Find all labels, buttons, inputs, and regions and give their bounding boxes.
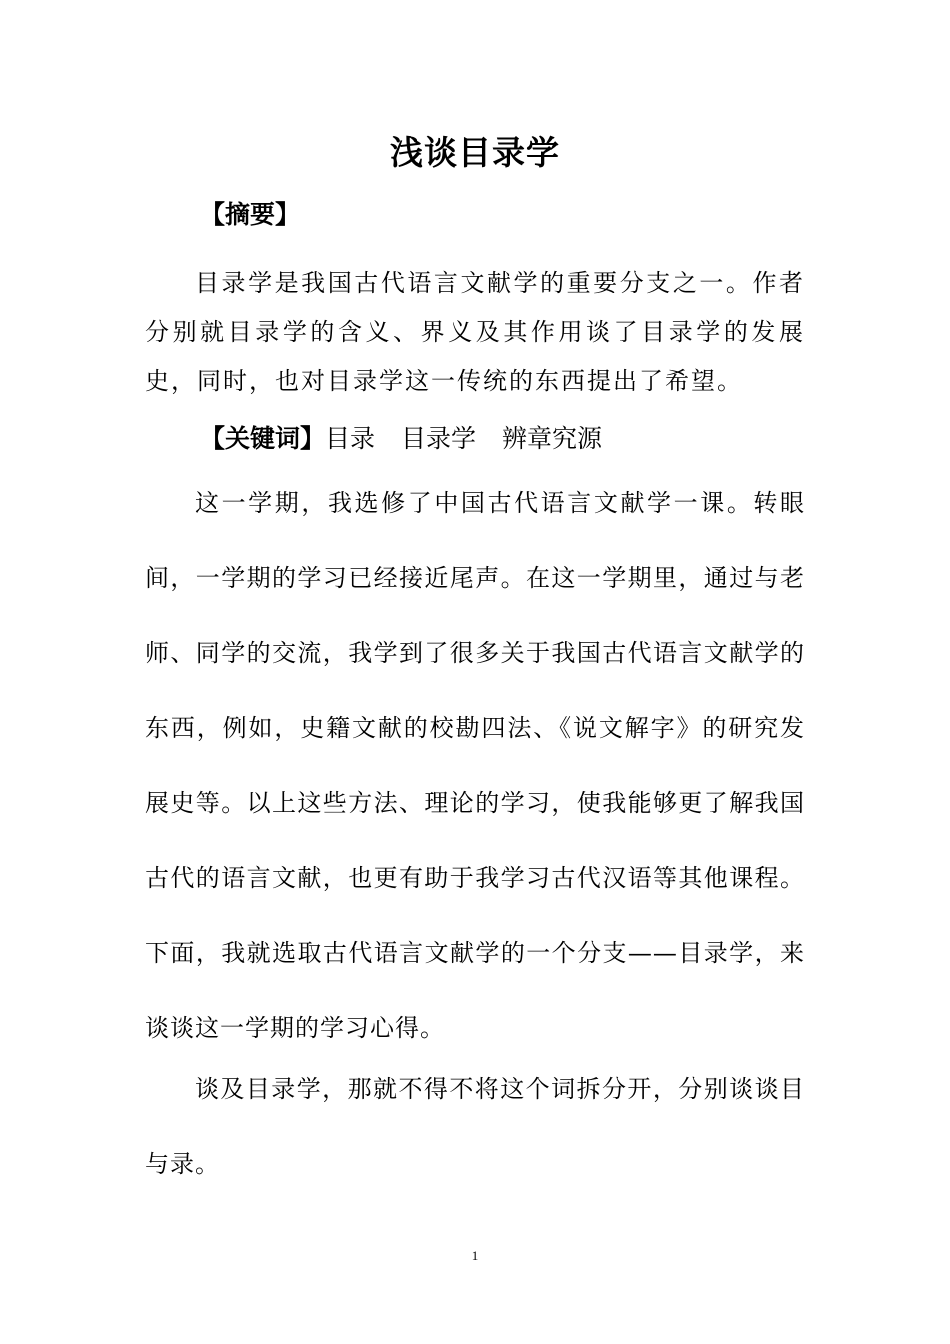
page-number: 1 [471, 1248, 479, 1263]
keywords-label: 【关键词】 [200, 424, 326, 453]
keyword: 辨章究源 [502, 424, 603, 453]
abstract-label: 【摘要】 [200, 200, 301, 229]
keyword: 目录学 [401, 424, 477, 453]
document-title: 浅谈目录学 [390, 133, 560, 172]
body-paragraph: 这一学期，我选修了中国古代语言文献学一课。转眼间，一学期的学习已经接近尾声。在这一学期里，通过与老师、同学的交流，我学到了很多关于我国古代语言文献学的东西，例如，史籍文献的校勘四法、《说文解字》的研究发展史等。以上这些方法、理论的学习，使我能够更了解我国古代的语言文献，也更有助于我学习古代汉语等其他课程。下面，我就选取古代语言文献学的一个分支——目录学，来谈谈这一学期的学习心得。 [145, 489, 805, 1042]
keyword: 目录 [325, 424, 376, 453]
body-paragraph: 谈及目录学，那就不得不将这个词拆分开，分别谈谈目与录。 [145, 1075, 805, 1178]
abstract-heading [200, 197, 300, 233]
keywords-line [200, 421, 602, 457]
abstract-text: 目录学是我国古代语言文献学的重要分支之一。作者分别就目录学的含义、界义及其作用谈了目录学的发展史，同时，也对目录学这一传统的东西提出了希望。 [145, 269, 805, 395]
